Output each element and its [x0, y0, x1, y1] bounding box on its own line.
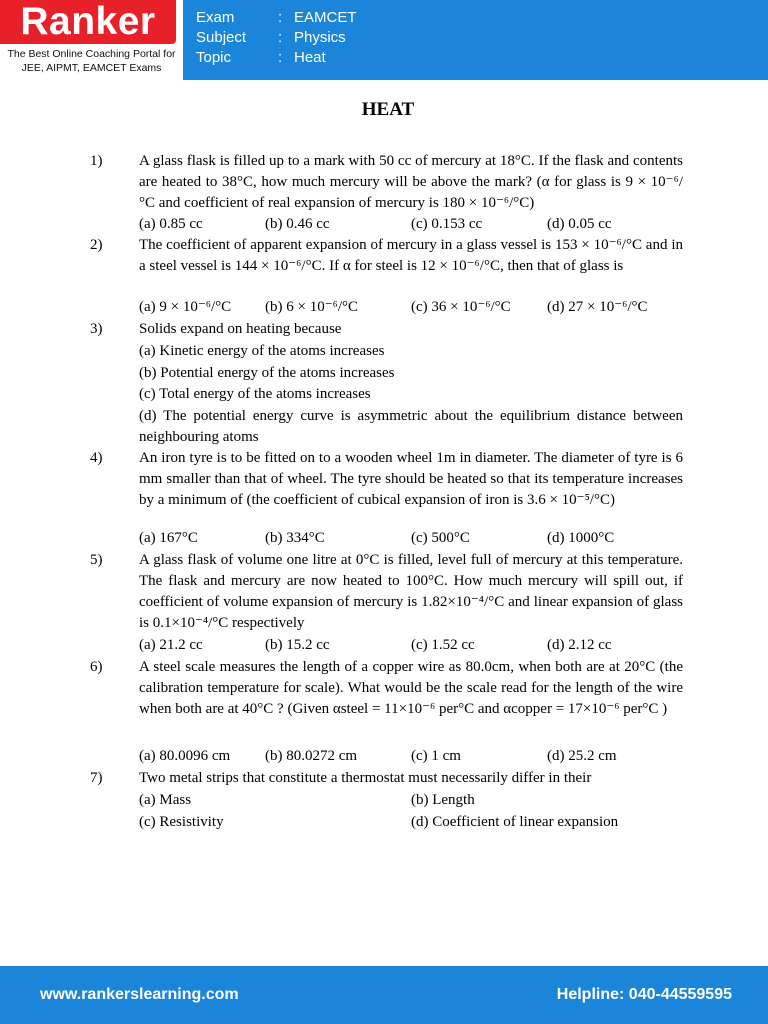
page-title: HEAT — [361, 99, 415, 120]
options-row — [139, 790, 699, 811]
option-d: (d) 1000°C — [547, 530, 615, 546]
option-c: (c) 1 cm — [411, 748, 461, 764]
question-text: The coefficient of apparent expansion of mercury in a glass vessel is 153 × 10⁻⁶/°C and in a steel vessel is 144 × 10⁻⁶/°C. If α for steel is 12 × 10⁻⁶/°C, then that of glass is — [139, 237, 683, 274]
meta-row-subject: Subject : Physics — [196, 29, 346, 46]
option-b: (b) 80.0272 cm — [265, 748, 358, 764]
options-row — [139, 635, 699, 656]
question-text: Two metal strips that constitute a thermostat must necessarily differ in their — [139, 770, 592, 786]
page-footer — [0, 966, 768, 1024]
option-b: (b) 334°C — [265, 530, 325, 546]
logo-tagline: The Best Online Coaching Portal for JEE, AIPMT, EAMCET Exams — [7, 48, 176, 74]
options-row — [139, 214, 699, 235]
option-b: (b) 6 × 10⁻⁶/°C — [265, 299, 359, 315]
option-c: (c) 36 × 10⁻⁶/°C — [411, 299, 511, 315]
exam-meta — [196, 8, 357, 68]
question-number: 1) — [90, 153, 103, 169]
option-b: (b) Potential energy of the atoms increases — [139, 365, 395, 381]
website-link[interactable]: www.rankerslearning.com — [40, 986, 239, 1003]
option-a: (a) 80.0096 cm — [139, 748, 231, 764]
option-d: (d) 0.05 cc — [547, 216, 612, 232]
question-number: 7) — [90, 770, 103, 786]
question-text: A glass flask of volume one litre at 0°C is filled, level full of mercury at this temperature. The flask and mercury are now heated to 100°C. How much mercury will spill out, if coefficient of volume expansion of mercury is 1.82×10⁻⁴/°C and linear expansion of glass is 0.1×10⁻⁴/°C respectively — [139, 552, 683, 631]
question-number: 2) — [90, 237, 103, 253]
option-b: (b) 0.46 cc — [265, 216, 330, 232]
question-text: A steel scale measures the length of a copper wire as 80.0cm, when both are at 20°C (the calibration temperature for scale). What would be the scale read for the length of the wire when both are at 40°C ? (Given αsteel = 11×10⁻⁶ per°C and αcopper = 17×10⁻⁶ per°C ) — [139, 659, 683, 717]
question-number: 3) — [90, 321, 103, 337]
question-text: Solids expand on heating because — [139, 321, 342, 337]
option-b: (b) Length — [411, 792, 475, 808]
options-row — [139, 746, 699, 767]
page-header — [0, 0, 768, 80]
option-a: (a) 0.85 cc — [139, 216, 203, 232]
options-row — [139, 528, 699, 549]
option-d: (d) 27 × 10⁻⁶/°C — [547, 299, 648, 315]
question-number: 4) — [90, 450, 103, 466]
meta-row-exam: Exam : EAMCET — [196, 9, 357, 26]
question-number: 6) — [90, 659, 103, 675]
options-row — [139, 297, 699, 318]
option-a: (a) 21.2 cc — [139, 637, 203, 653]
option-c: (c) 0.153 cc — [411, 216, 483, 232]
option-b: (b) 15.2 cc — [265, 637, 330, 653]
option-d: (d) 25.2 cm — [547, 748, 617, 764]
meta-row-topic: Topic : Heat — [196, 49, 326, 66]
option-a: (a) Mass — [139, 792, 192, 808]
options-row — [139, 812, 699, 833]
option-d: (d) Coefficient of linear expansion — [411, 814, 619, 830]
option-c: (c) Resistivity — [139, 814, 224, 830]
option-a: (a) 167°C — [139, 530, 198, 546]
option-a: (a) 9 × 10⁻⁶/°C — [139, 299, 232, 315]
ranker-logo — [0, 0, 183, 80]
option-d: (d) 2.12 cc — [547, 637, 612, 653]
question-text: An iron tyre is to be fitted on to a wooden wheel 1m in diameter. The diameter of tyre is 6 mm smaller than that of wheel. The tyre should be heated so that its temperature increases by a minimum of (the coefficient of cubical expansion of iron is 3.6 × 10⁻⁵/°C) — [139, 450, 683, 508]
option-a: (a) Kinetic energy of the atoms increases — [139, 343, 385, 359]
helpline-number: Helpline: 040-44559595 — [556, 986, 732, 1003]
question-text: A glass flask is filled up to a mark with 50 cc of mercury at 18°C. If the flask and contents are heated to 38°C, how much mercury will be above the mark? (α for glass is 9 × 10⁻⁶/°C and coefficient of real expansion of mercury is 180 × 10⁻⁶/°C) — [139, 153, 683, 211]
option-c: (c) Total energy of the atoms increases — [139, 386, 371, 402]
option-c: (c) 1.52 cc — [411, 637, 475, 653]
option-c: (c) 500°C — [411, 530, 470, 546]
logo-wordmark: Ranker — [0, 0, 176, 44]
question-number: 5) — [90, 552, 103, 568]
option-d: (d) The potential energy curve is asymmetric about the equilibrium distance between neighbouring atoms — [139, 408, 683, 445]
